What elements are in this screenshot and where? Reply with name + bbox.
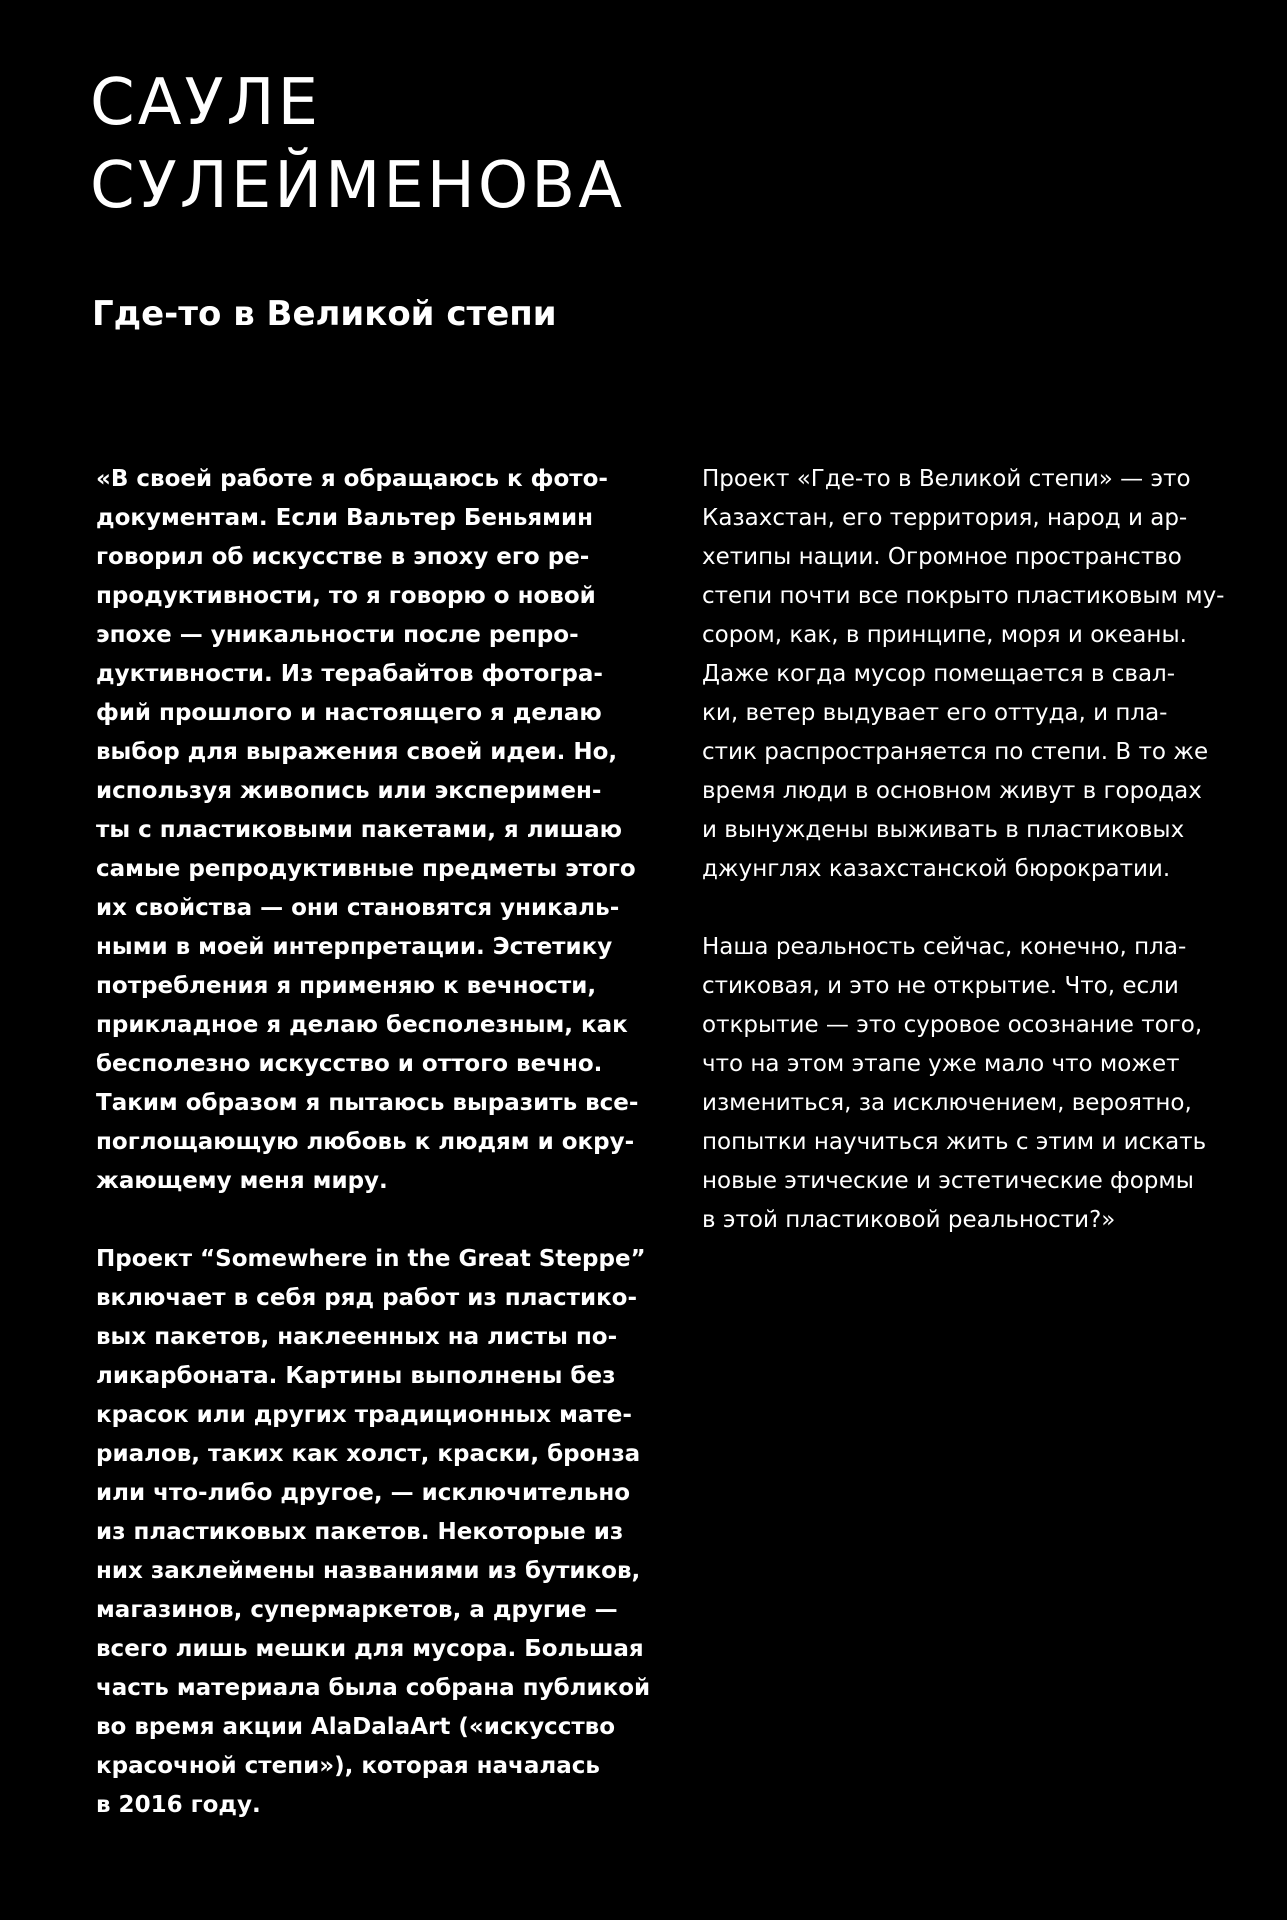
text-line: измениться, за исключением, вероятно, [702, 1090, 1192, 1116]
text-line: самые репродуктивные предметы этого [96, 856, 636, 882]
text-line: попытки научиться жить с этим и искать [702, 1129, 1207, 1155]
text-line: во время акции AlaDalaArt («искусство [96, 1714, 616, 1740]
text-line: сором, как, в принципе, моря и океаны. [702, 622, 1187, 648]
text-line: жающему меня миру. [96, 1168, 388, 1194]
project-context-paragraph [702, 460, 1262, 889]
text-line: Проект «Где-то в Великой степи» — это [702, 466, 1191, 492]
text-line: хетипы нации. Огромное пространство [702, 544, 1182, 570]
text-line: вых пакетов, наклеенных на листы по- [96, 1324, 618, 1350]
title-line-last-name: СУЛЕЙМЕНОВА [90, 149, 625, 223]
text-line: них заклеймены названиями из бутиков, [96, 1558, 641, 1584]
text-line: новые этические и эстетические формы [702, 1168, 1194, 1194]
text-line: магазинов, супермаркетов, а другие — [96, 1597, 618, 1623]
text-line: продуктивности, то я говорю о новой [96, 583, 596, 609]
text-line: или что-либо другое, — исключительно [96, 1480, 631, 1506]
text-line: фий прошлого и настоящего я делаю [96, 700, 602, 726]
text-line: красок или других традиционных мате- [96, 1402, 632, 1428]
text-line: время люди в основном живут в городах [702, 778, 1202, 804]
text-line: говорил об искусстве в эпоху его ре- [96, 544, 590, 570]
project-description-paragraph [96, 1240, 656, 1825]
text-line: всего лишь мешки для мусора. Большая [96, 1636, 644, 1662]
text-line: потребления я применяю к вечности, [96, 973, 597, 999]
text-line: выбор для выражения своей идеи. Но, [96, 739, 618, 765]
text-line: красочной степи»), которая началась [96, 1753, 600, 1779]
title-line-first-name: САУЛЕ [90, 66, 322, 140]
text-line: ты с пластиковыми пакетами, я лишаю [96, 817, 622, 843]
text-line: эпохе — уникальности после репро- [96, 622, 579, 648]
text-line: что на этом этапе уже мало что может [702, 1051, 1180, 1077]
text-line: Таким образом я пытаюсь выразить все- [96, 1090, 639, 1116]
text-line: в 2016 году. [96, 1792, 261, 1818]
text-line: открытие — это суровое осознание того, [702, 1012, 1203, 1038]
text-line: включает в себя ряд работ из пластико- [96, 1285, 638, 1311]
text-line: степи почти все покрыто пластиковым му- [702, 583, 1225, 609]
text-line: прикладное я делаю бесполезным, как [96, 1012, 628, 1038]
text-line: ликарбоната. Картины выполнены без [96, 1363, 616, 1389]
left-text-column [96, 460, 656, 1825]
text-line: Наша реальность сейчас, конечно, пла- [702, 934, 1187, 960]
text-line: часть материала была собрана публикой [96, 1675, 651, 1701]
text-line: используя живопись или эксперимен- [96, 778, 602, 804]
text-line: их свойства — они становятся уникаль- [96, 895, 620, 921]
text-line: риалов, таких как холст, краски, бронза [96, 1441, 641, 1467]
artist-statement-paragraph [96, 460, 656, 1201]
text-line: Даже когда мусор помещается в свал- [702, 661, 1176, 687]
text-line: ными в моей интерпретации. Эстетику [96, 934, 613, 960]
text-line: «В своей работе я обращаюсь к фото- [96, 466, 608, 492]
text-line: поглощающую любовь к людям и окру- [96, 1129, 635, 1155]
text-line: стик распространяется по степи. В то же [702, 739, 1209, 765]
text-line: Казахстан, его территория, народ и ар- [702, 505, 1188, 531]
text-line: джунглях казахстанской бюрократии. [702, 856, 1171, 882]
plastic-reality-paragraph [702, 928, 1262, 1240]
page-subtitle: Где-то в Великой степи [92, 294, 557, 334]
text-line: Проект “Somewhere in the Great Steppe” [96, 1246, 646, 1272]
text-line: документам. Если Вальтер Беньямин [96, 505, 593, 531]
text-line: ки, ветер выдувает его оттуда, и пла- [702, 700, 1168, 726]
text-line: дуктивности. Из терабайтов фотогра- [96, 661, 603, 687]
text-line: стиковая, и это не открытие. Что, если [702, 973, 1179, 999]
text-line: из пластиковых пакетов. Некоторые из [96, 1519, 624, 1545]
text-line: в этой пластиковой реальности?» [702, 1207, 1116, 1233]
right-text-column [702, 460, 1262, 1240]
text-line: бесполезно искусство и оттого вечно. [96, 1051, 603, 1077]
text-line: и вынуждены выживать в пластиковых [702, 817, 1185, 843]
page-title [90, 62, 625, 228]
